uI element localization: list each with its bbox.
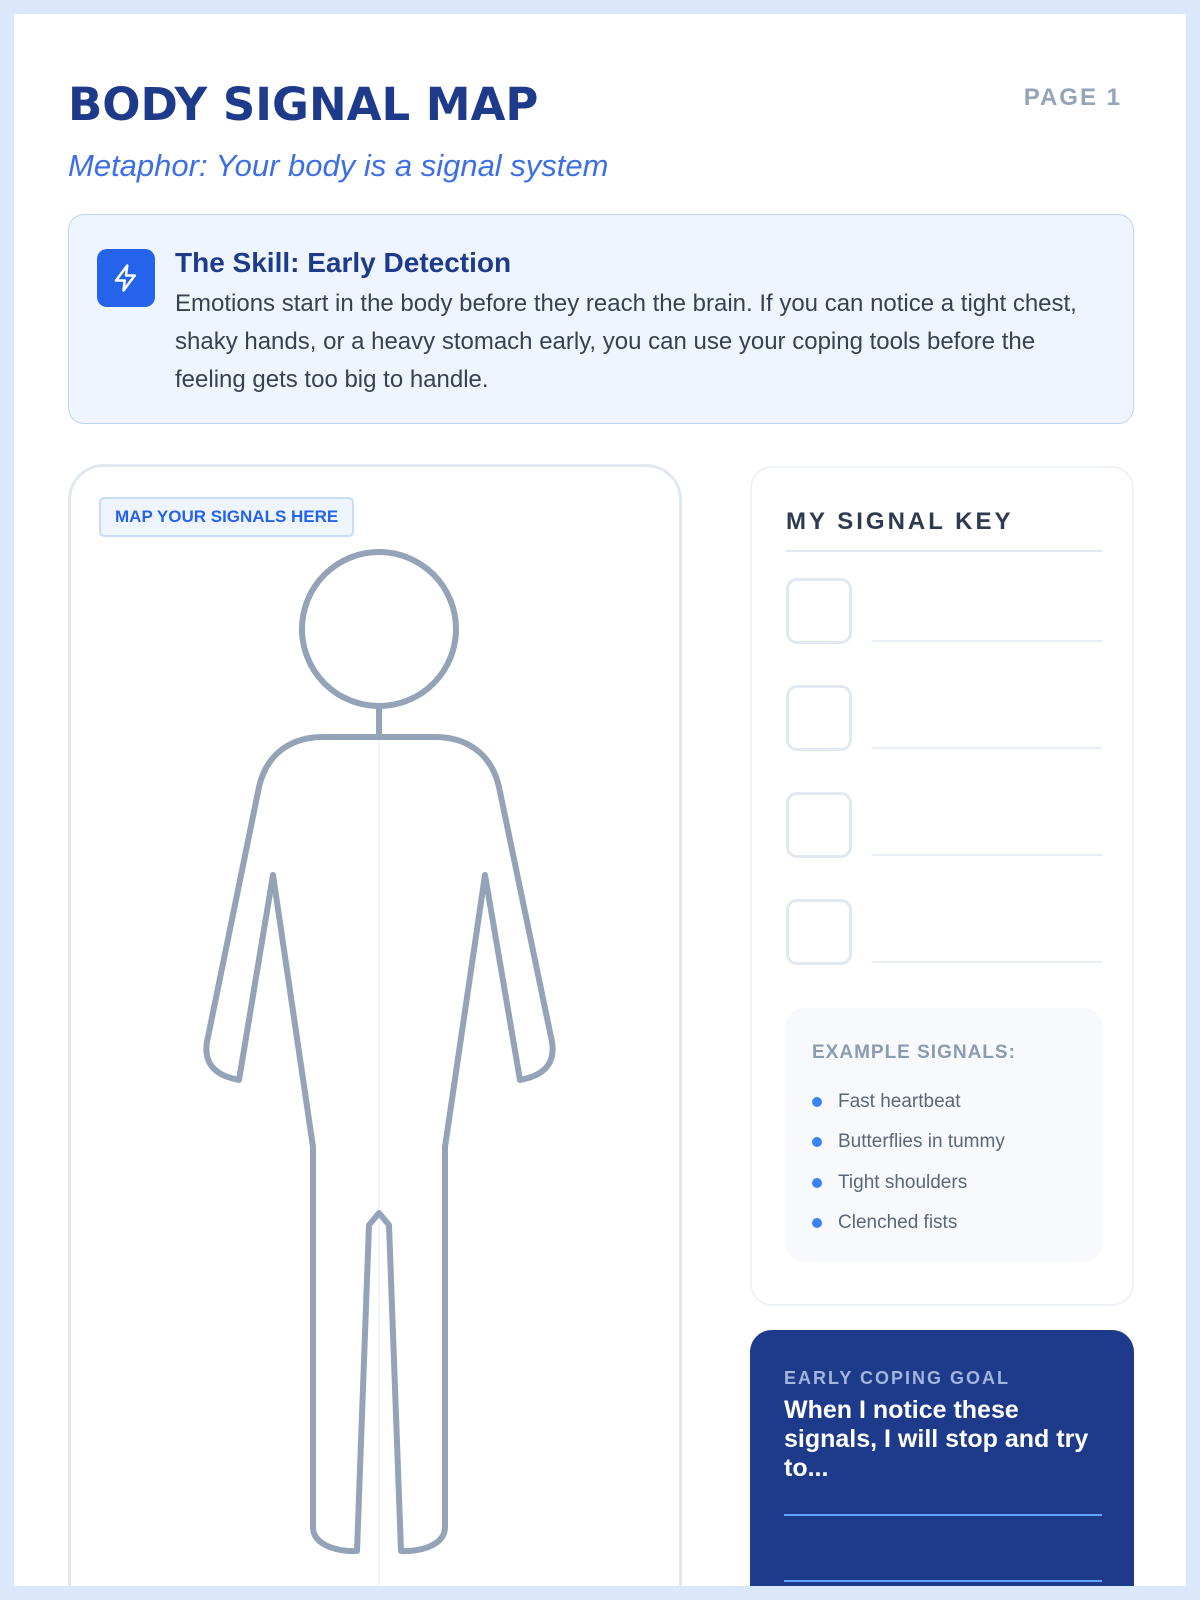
- divider: [786, 550, 1102, 552]
- list-item: [812, 1211, 957, 1235]
- color-swatch-box[interactable]: [786, 792, 852, 858]
- example-signal-text: Tight shoulders: [838, 1172, 968, 1193]
- color-swatch-box[interactable]: [786, 685, 852, 751]
- goal-write-line[interactable]: [784, 1514, 1102, 1516]
- example-signals-panel: [786, 1008, 1102, 1262]
- page-subtitle: Metaphor: Your body is a signal system: [68, 148, 609, 183]
- signal-write-line[interactable]: [872, 640, 1102, 642]
- list-item: [812, 1130, 1005, 1154]
- body-outline-figure[interactable]: [71, 467, 685, 1586]
- signal-key-row: [786, 578, 1102, 644]
- examples-title: EXAMPLE SIGNALS:: [812, 1042, 1016, 1063]
- body-map-card[interactable]: [68, 464, 682, 1586]
- worksheet-page: [14, 14, 1186, 1586]
- bullet-dot-icon: [812, 1097, 822, 1107]
- skill-title: The Skill: Early Detection: [175, 247, 512, 278]
- page-number: PAGE 1: [1023, 84, 1122, 111]
- signal-key-row: [786, 792, 1102, 858]
- goal-prompt: When I notice these signals, I will stop and try to...: [784, 1396, 1089, 1482]
- signal-write-line[interactable]: [872, 854, 1102, 856]
- bullet-dot-icon: [812, 1137, 822, 1147]
- color-swatch-box[interactable]: [786, 899, 852, 965]
- signal-write-line[interactable]: [872, 961, 1102, 963]
- color-swatch-box[interactable]: [786, 578, 852, 644]
- example-signal-text: Clenched fists: [838, 1212, 958, 1233]
- coping-goal-card: [750, 1330, 1134, 1586]
- list-item: [812, 1090, 961, 1114]
- goal-label: EARLY COPING GOAL: [784, 1368, 1011, 1388]
- signal-key-card: [750, 466, 1134, 1306]
- signal-key-title: MY SIGNAL KEY: [786, 508, 1014, 535]
- signal-key-row: [786, 685, 1102, 751]
- lightning-icon: [97, 249, 155, 307]
- bullet-dot-icon: [812, 1178, 822, 1188]
- signal-key-row: [786, 899, 1102, 965]
- signal-write-line[interactable]: [872, 747, 1102, 749]
- page-title: BODY SIGNAL MAP: [68, 78, 539, 131]
- example-signal-text: Fast heartbeat: [838, 1091, 961, 1112]
- example-signal-text: Butterflies in tummy: [838, 1131, 1005, 1152]
- list-item: [812, 1171, 967, 1195]
- goal-write-line[interactable]: [784, 1580, 1102, 1582]
- map-badge: MAP YOUR SIGNALS HERE: [99, 497, 354, 537]
- bullet-dot-icon: [812, 1218, 822, 1228]
- skill-description: Emotions start in the body before they reach the brain. If you can notice a tight chest, shaky hands, or a heavy stomach early, you can use your coping tools before the feeling gets too big to handle.: [175, 290, 1077, 393]
- skill-callout: [68, 214, 1134, 424]
